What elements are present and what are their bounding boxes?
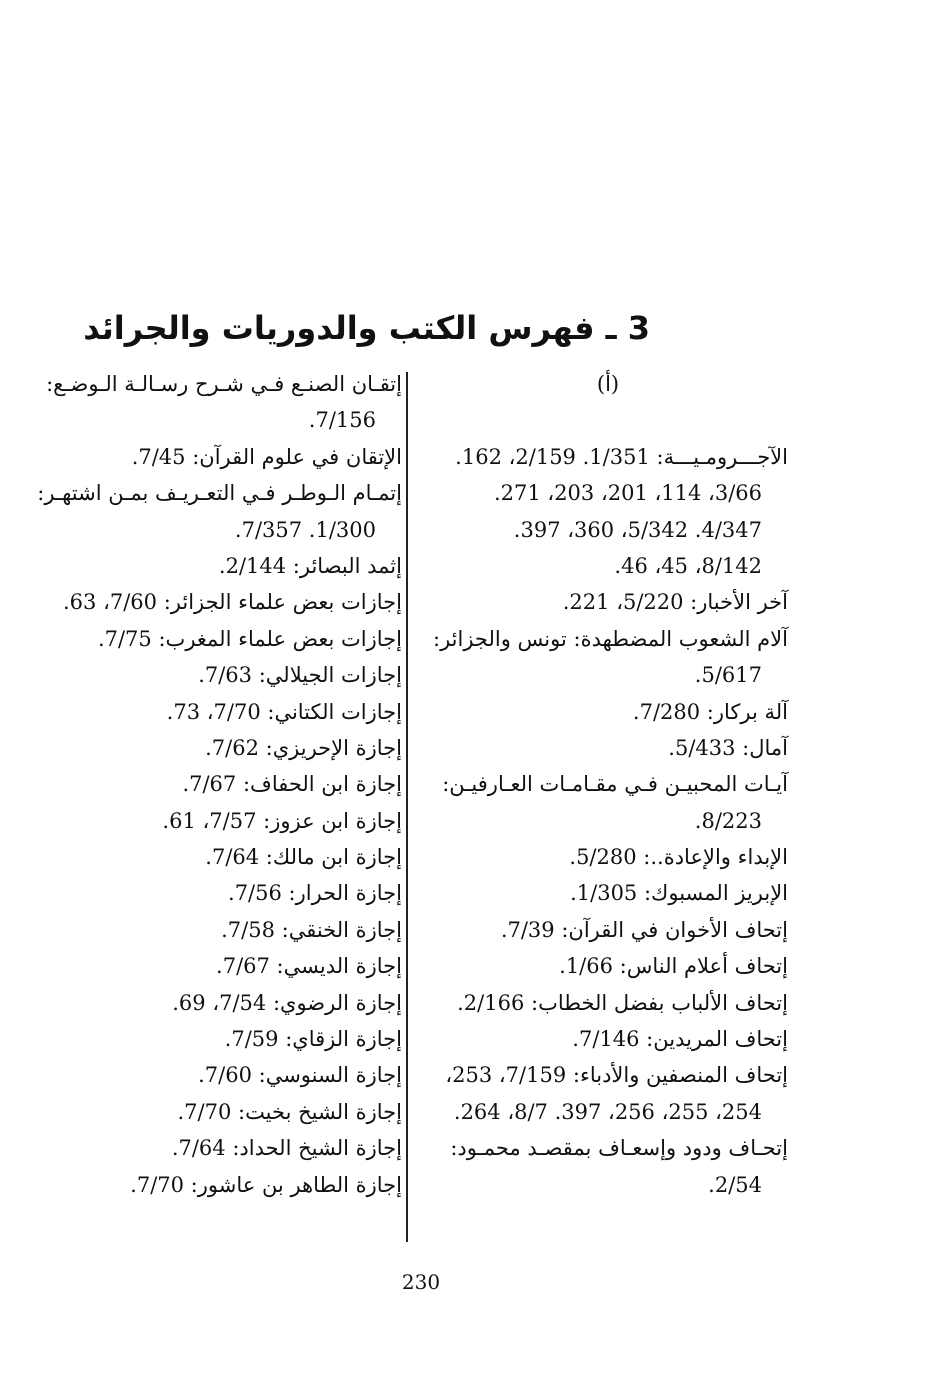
entry-heading-line: إتحـاف ودود وإسعـاف بمقصـد محمـود: — [450, 1136, 788, 1161]
entry-heading-line: إجازة الزقاي: 7/59. — [224, 1027, 402, 1052]
entry-heading-line: إجازة السنوسي: 7/60. — [198, 1063, 402, 1088]
index-entry — [428, 1057, 788, 1130]
entry-heading-line: إتحاف أعلام الناس: 1/66. — [559, 954, 788, 979]
entry-heading-line: إجازة الطاهر بن عاشور: 7/70. — [130, 1172, 402, 1197]
index-entry — [40, 1094, 402, 1130]
index-entry — [40, 621, 402, 657]
index-entries-left — [37, 366, 402, 1203]
index-entry — [428, 694, 788, 730]
entry-continuation-line: 2/54. — [708, 1172, 762, 1197]
index-entry — [40, 912, 402, 948]
entry-heading-line: إتحاف الأخوان في القرآن: 7/39. — [500, 917, 788, 942]
entry-heading-line: إتحاف المنصفين والأدباء: 7/159، 253، — [445, 1063, 788, 1088]
index-entry — [428, 766, 788, 839]
index-entry — [428, 1130, 788, 1203]
index-entry — [428, 584, 788, 620]
entry-continuation-line: 8/223. — [694, 808, 762, 833]
entry-heading-line: الإبريز المسبوك: 1/305. — [570, 881, 788, 906]
index-entry — [40, 1021, 402, 1057]
entry-continuation-line: 3/66، 114، 201، 203، 271. — [493, 481, 762, 506]
index-entry — [428, 1021, 788, 1057]
entry-heading-line: آلام الشعوب المضطهدة: تونس والجزائر: — [433, 626, 788, 651]
index-entry — [40, 948, 402, 984]
entry-heading-line: آمال: 5/433. — [668, 735, 788, 760]
section-letter: (أ) — [596, 372, 620, 396]
entry-continuation-line: 1/300. 7/357. — [234, 517, 376, 542]
index-entry — [40, 730, 402, 766]
entry-heading-line: إجازات الكتاني: 7/70، 73. — [166, 699, 402, 724]
index-entry — [40, 366, 402, 439]
entry-heading-line: إتحاف المريدين: 7/146. — [572, 1027, 788, 1052]
entry-continuation-line: 7/156. — [308, 408, 376, 433]
index-entry — [428, 948, 788, 984]
page-title: 3 ـ فهرس الكتب والدوريات والجرائد — [83, 309, 650, 348]
entry-heading-line: إجازة الديسي: 7/67. — [216, 954, 402, 979]
page-number: 230 — [401, 1270, 441, 1294]
entry-heading-line: إجازة ابن مالك: 7/64. — [205, 845, 402, 870]
index-entry — [40, 694, 402, 730]
index-entry — [40, 875, 402, 911]
entry-heading-line: إجازة الخنقي: 7/58. — [221, 917, 402, 942]
column-divider — [406, 372, 408, 1242]
entry-heading-line: إجازة الرضوي: 7/54، 69. — [172, 990, 402, 1015]
index-entry — [40, 803, 402, 839]
index-entry — [40, 439, 402, 475]
entry-heading-line: الإتقان في علوم القرآن: 7/45. — [131, 444, 402, 469]
entry-heading-line: إجازة الحرار: 7/56. — [228, 881, 402, 906]
index-column-left — [37, 366, 402, 1203]
entry-continuation-line: 254، 255، 256، 397. 8/7، 264. — [453, 1099, 762, 1124]
entry-heading-line: إتحاف الألباب بفضل الخطاب: 2/166. — [457, 990, 788, 1015]
index-entry — [40, 657, 402, 693]
entry-heading-line: إجازات بعض علماء المغرب: 7/75. — [97, 626, 402, 651]
entry-heading-line: آيـات المحبيـن فـي مقـامـات العـارفيـن: — [442, 772, 788, 797]
entry-heading-line: إجازات بعض علماء الجزائر: 7/60، 63. — [62, 590, 402, 615]
index-entries-right — [428, 439, 788, 1203]
entry-heading-line: آلة بركار: 7/280. — [632, 699, 788, 724]
entry-continuation-line: 5/617. — [694, 663, 762, 688]
index-entry — [428, 839, 788, 875]
index-column-right — [428, 366, 788, 1203]
entry-heading-line: إجازة الشيخ بخيت: 7/70. — [177, 1099, 402, 1124]
index-entry — [428, 621, 788, 694]
entry-heading-line: إتقـان الصنـع فـي شـرح رسـالـة الـوضـع: — [46, 372, 402, 396]
index-entry — [428, 985, 788, 1021]
entry-heading-line: إجازة الإحريزي: 7/62. — [205, 735, 402, 760]
entry-heading-line: إتمـام الـوطـر فـي التعـريـف بمـن اشتهـر: — [37, 481, 402, 506]
index-entry — [40, 766, 402, 802]
index-entry — [428, 439, 788, 585]
index-entry — [40, 839, 402, 875]
entry-heading-line: إثمد البصائر: 2/144. — [218, 553, 402, 578]
index-entry — [428, 912, 788, 948]
index-entry — [40, 1057, 402, 1093]
index-entry — [40, 548, 402, 584]
entry-heading-line: إجازات الجيلالي: 7/63. — [198, 663, 402, 688]
entry-heading-line: إجازة ابن الحفاف: 7/67. — [182, 772, 402, 797]
index-entry — [40, 1130, 402, 1166]
entry-heading-line: إجازة الشيخ الحداد: 7/64. — [171, 1136, 402, 1161]
entry-continuation-line: 4/347. 5/342، 360، 397. — [513, 517, 762, 542]
index-entry — [428, 730, 788, 766]
index-entry — [40, 584, 402, 620]
index-entry — [37, 475, 402, 548]
index-entry — [40, 1167, 402, 1203]
entry-continuation-line: 8/142، 45، 46. — [614, 553, 762, 578]
index-entry — [40, 985, 402, 1021]
entry-heading-line: الإبداء والإعادة..: 5/280. — [569, 845, 788, 870]
section-gap — [428, 402, 788, 438]
entry-heading-line: الآجـــرومـيـــة: 1/351. 2/159، 162. — [455, 444, 788, 469]
entry-heading-line: آخر الأخبار: 5/220، 221. — [562, 590, 788, 615]
index-entry — [428, 875, 788, 911]
entry-heading-line: إجازة ابن عزوز: 7/57، 61. — [162, 808, 402, 833]
